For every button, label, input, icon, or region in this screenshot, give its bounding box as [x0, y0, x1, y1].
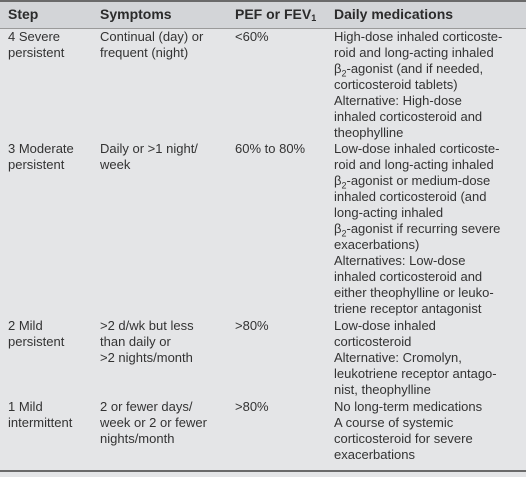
row-medications: Low-dose inhaled corticoste- roid and long-acting inhaled $\beta_2$-agonist or medium-dose inhaled corticosteroid (and long-acting inhaled $\beta_2$-agonist if recurring severe exacerbations) Alternatives: Low-dose inhaled corticosteroid and either theophylline or leuko- triene receptor antagonist	[334, 141, 501, 316]
header-pef	[235, 6, 316, 26]
table-bottom-rule	[0, 470, 526, 472]
table-header	[0, 2, 526, 29]
row-pef: >80%	[235, 399, 269, 414]
row-medications: Low-dose inhaled corticosteroid Alternative: Cromolyn, leukotriene receptor antago- nist, theophylline	[334, 318, 497, 397]
row-pef: <60%	[235, 29, 269, 44]
header-symptoms: Symptoms	[100, 6, 172, 22]
header-pef-subscript: 1	[311, 13, 317, 23]
header-medications: Daily medications	[334, 6, 454, 22]
row-medications: High-dose inhaled corticoste- roid and long-acting inhaled $\beta_2$-agonist (and if needed, corticosteroid tablets) Alternative: High-dose inhaled corticosteroid and theophylline	[334, 29, 503, 140]
row-step: 3 Moderate persistent	[8, 141, 74, 172]
row-symptoms: >2 d/wk but less than daily or >2 nights/month	[100, 318, 194, 365]
header-step: Step	[8, 6, 39, 22]
header-pef-prefix: PEF or FEV	[235, 6, 312, 22]
row-step: 2 Mild persistent	[8, 318, 65, 349]
row-step: 1 Mild intermittent	[8, 399, 73, 430]
row-symptoms: 2 or fewer days/ week or 2 or fewer nights/month	[100, 399, 207, 446]
row-symptoms: Continual (day) or frequent (night)	[100, 29, 204, 60]
row-medications: No long-term medications A course of systemic corticosteroid for severe exacerbations	[334, 399, 483, 462]
row-pef: >80%	[235, 318, 269, 333]
row-step: 4 Severe persistent	[8, 29, 65, 60]
row-symptoms: Daily or >1 night/ week	[100, 141, 198, 172]
row-pef: 60% to 80%	[235, 141, 306, 156]
